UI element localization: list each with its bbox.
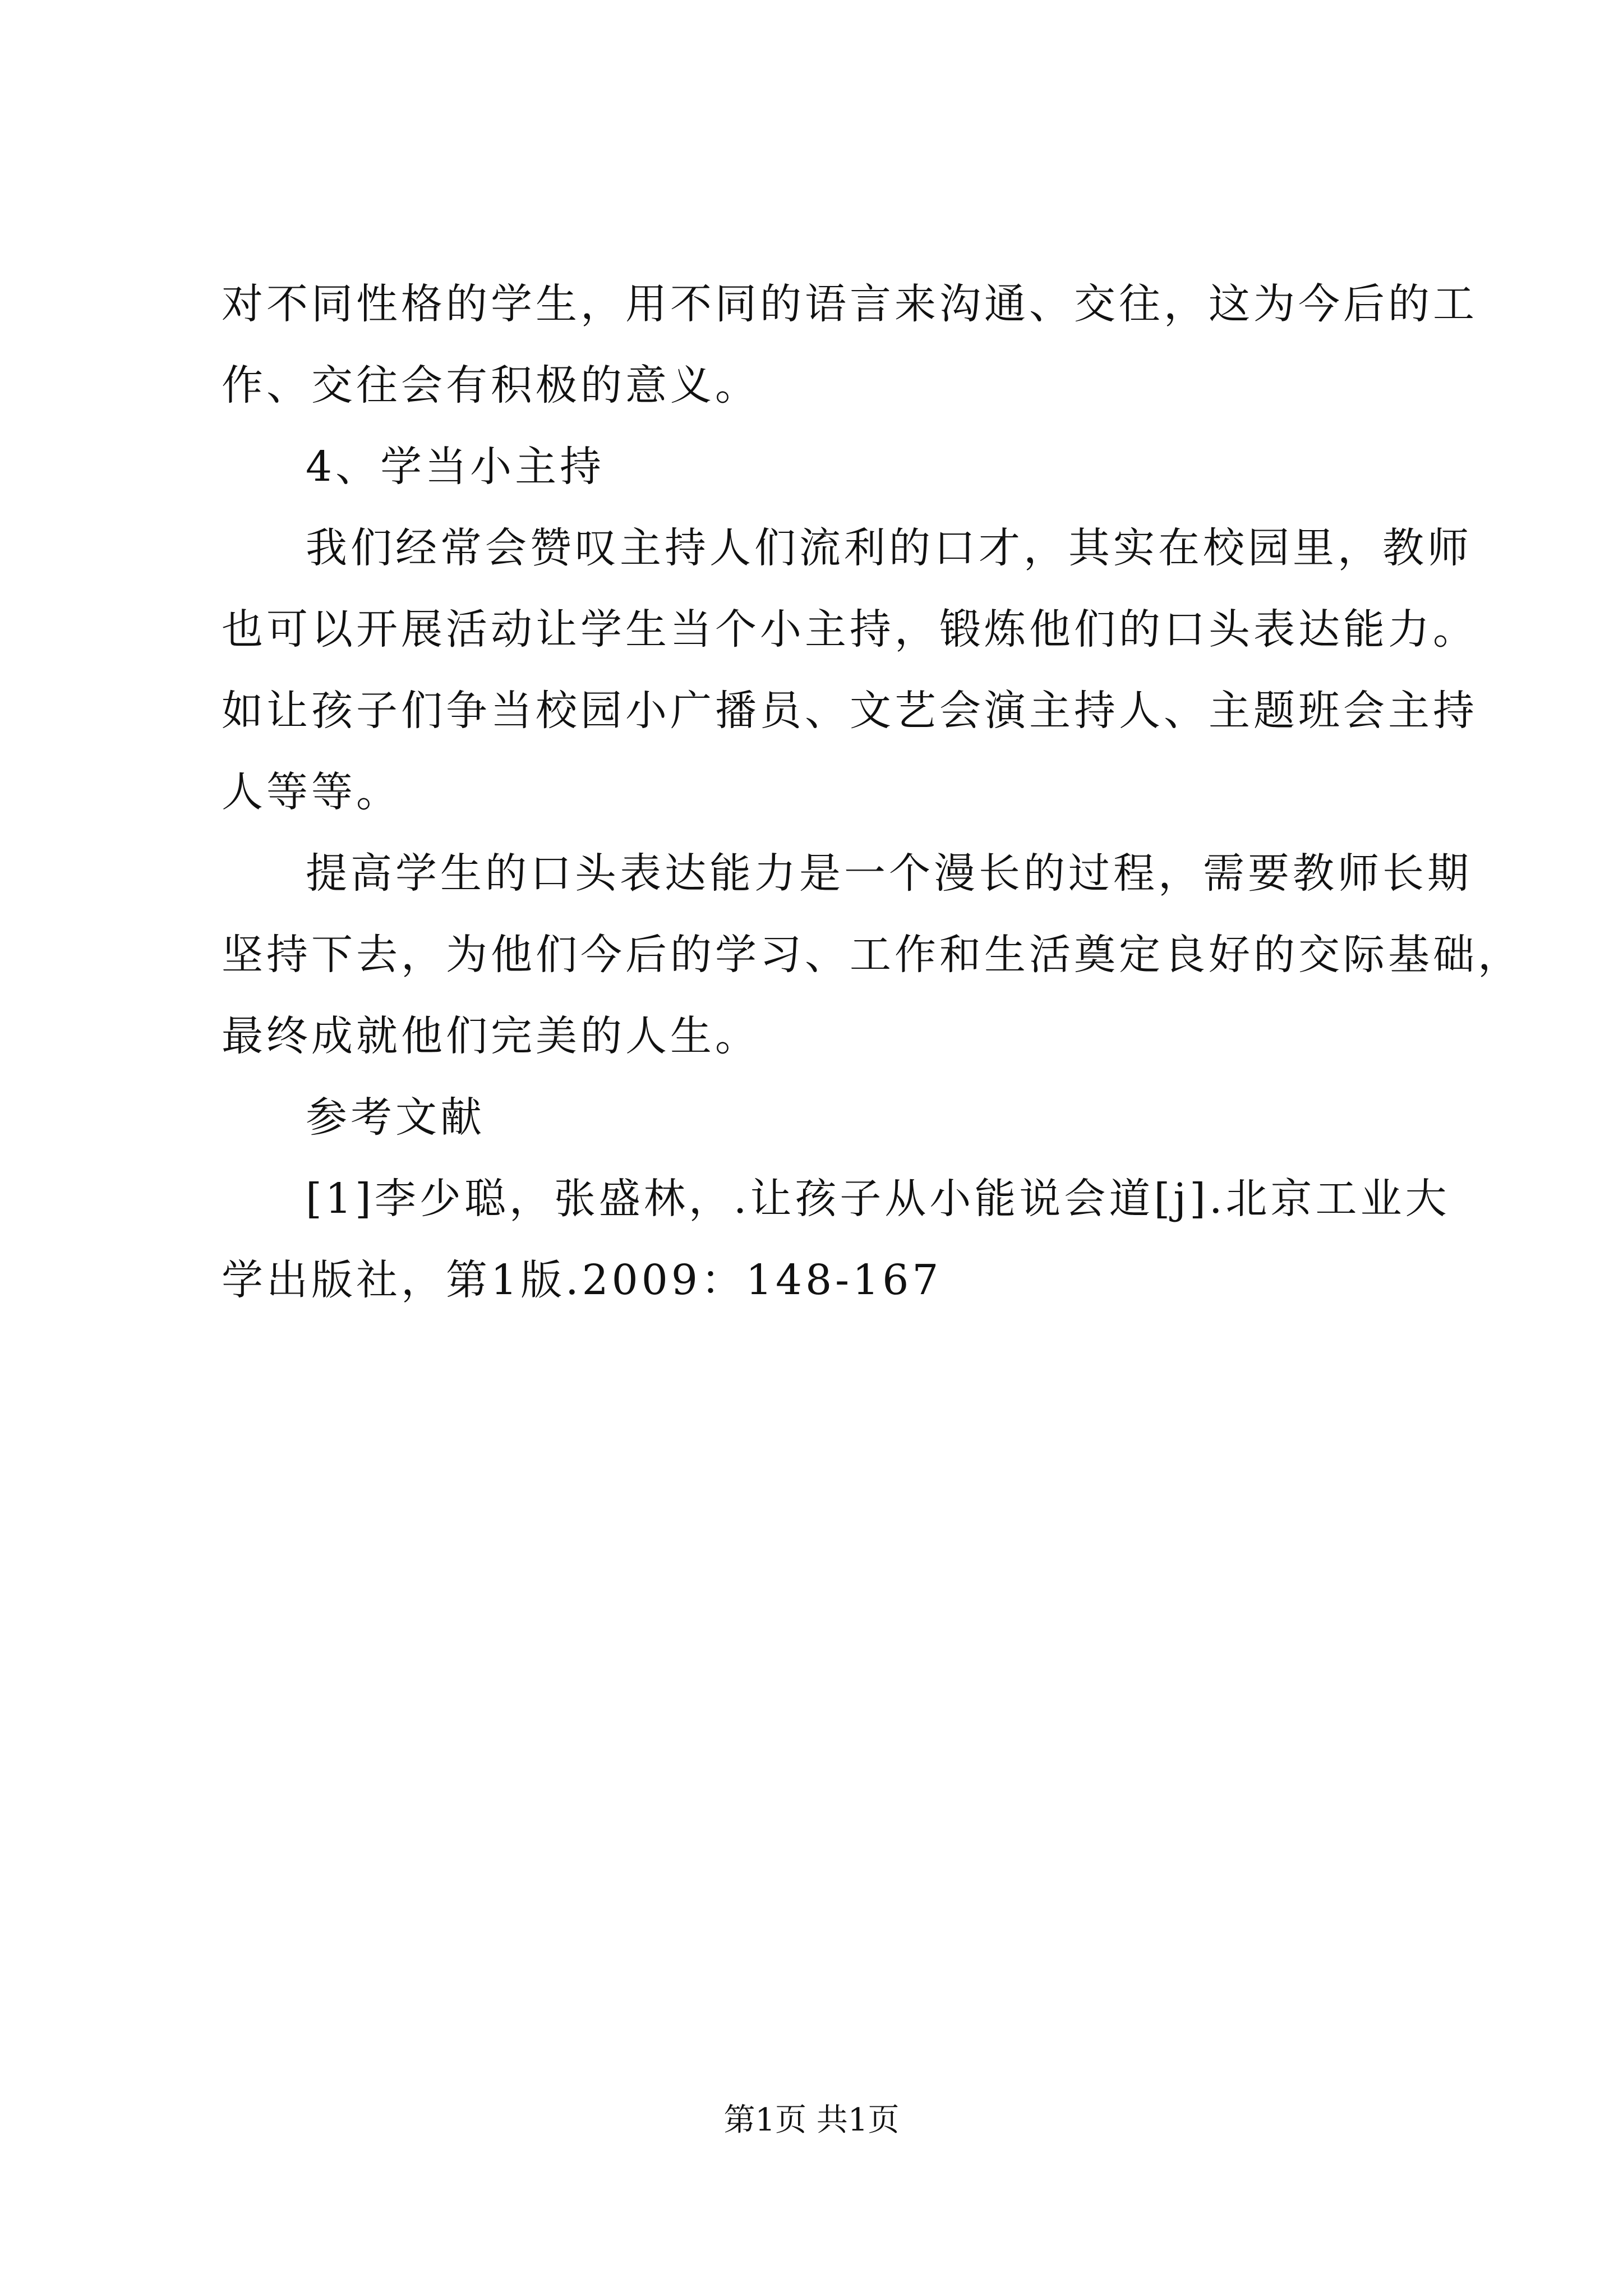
paragraph-continuation (222, 264, 1478, 426)
text-line: [1]李少聪，张盛林，.让孩子从小能说会道[j].北京工业大 (306, 1175, 1450, 1223)
paragraph-host-activity (222, 508, 1478, 833)
paragraph-conclusion (222, 833, 1523, 1077)
text-line: 作、交往会有积极的意义。 (222, 361, 760, 409)
document-body (222, 264, 1523, 1321)
references-heading (222, 1077, 1422, 1158)
text-line: 最终成就他们完美的人生。 (222, 1012, 760, 1060)
text-line: 人等等。 (222, 768, 401, 816)
text-line: 坚持下去，为他们今后的学习、工作和生活奠定良好的交际基础， (222, 931, 1523, 979)
text-line: 学出版社，第1版.2009：148-167 (222, 1256, 942, 1304)
text-line: 也可以开展活动让学生当个小主持，锻炼他们的口头表达能力。 (222, 605, 1478, 654)
text-line: 提高学生的口头表达能力是一个漫长的过程，需要教师长期 (306, 849, 1472, 898)
section-heading (222, 426, 1422, 508)
text-line: 如让孩子们争当校园小广播员、文艺会演主持人、主题班会主持 (222, 687, 1478, 735)
reference-entry (222, 1158, 1450, 1321)
page-footer (0, 2098, 1623, 2143)
text-line: 我们经常会赞叹主持人们流利的口才，其实在校园里，教师 (306, 524, 1472, 572)
heading-text: 4、学当小主持 (306, 443, 605, 491)
references-title: 参考文献 (306, 1093, 485, 1142)
text-line: 对不同性格的学生，用不同的语言来沟通、交往，这为今后的工 (222, 280, 1478, 328)
page-number: 第1页 共1页 (723, 2102, 900, 2138)
